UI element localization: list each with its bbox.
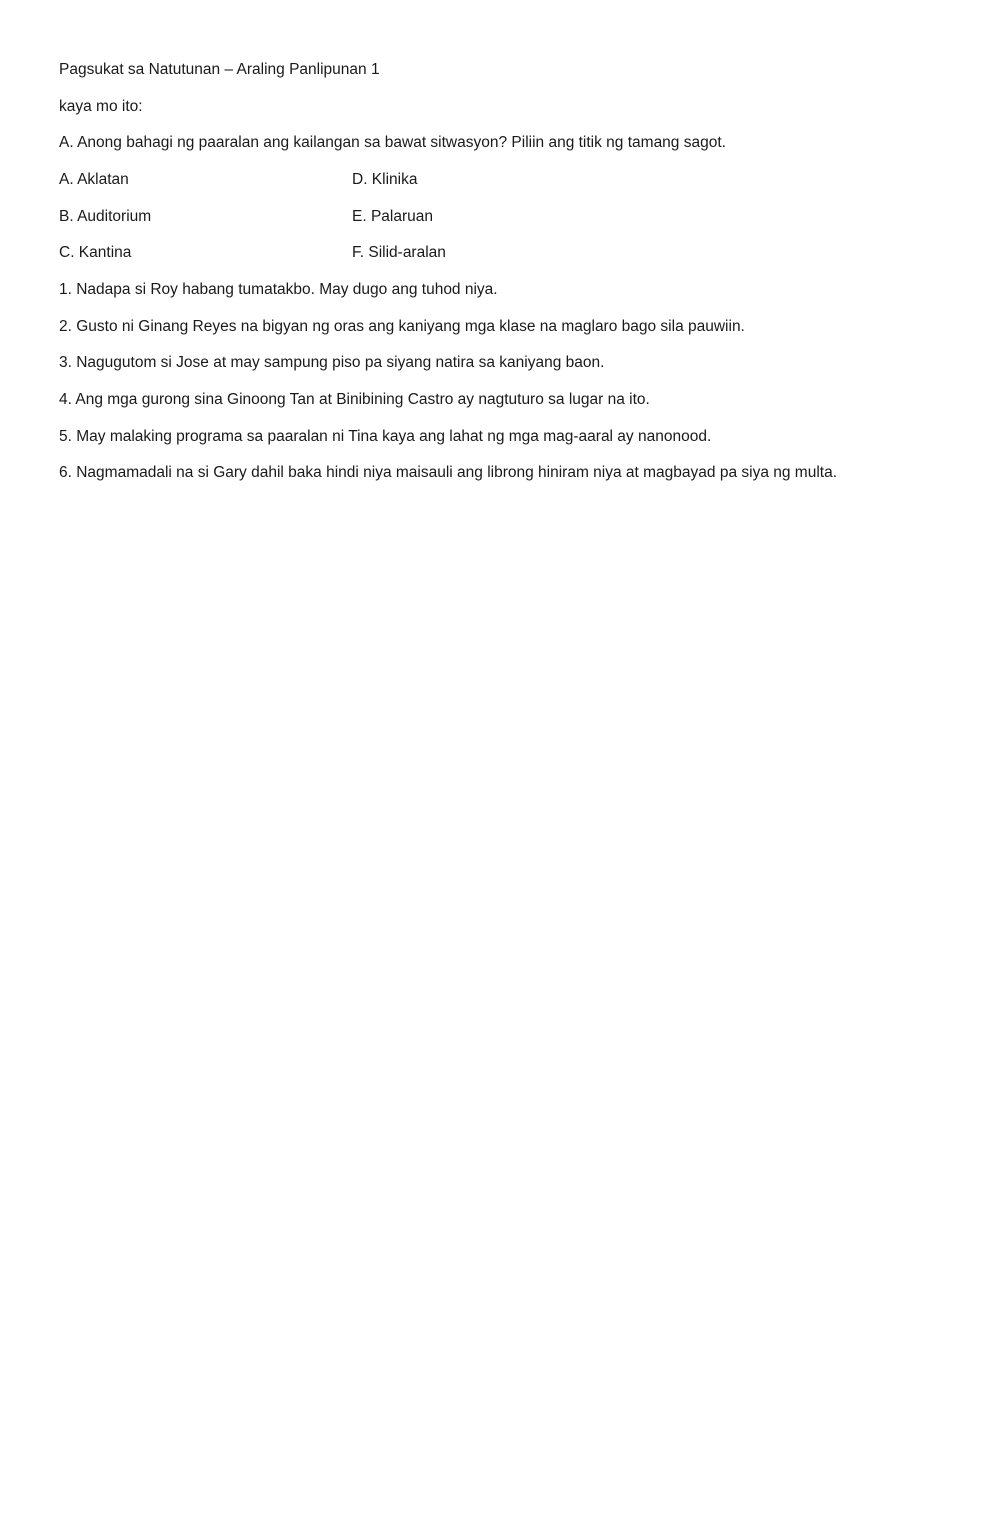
choice-item: F. Silid-aralan xyxy=(352,244,446,261)
question-item: 4. Ang mga gurong sina Ginoong Tan at Binibining Castro ay nagtuturo sa lugar na ito. xyxy=(59,391,650,408)
question-item: 3. Nagugutom si Jose at may sampung piso pa siyang natira sa kaniyang baon. xyxy=(59,354,605,371)
question-item: 6. Nagmamadali na si Gary dahil baka hindi niya maisauli ang librong hiniram niya at magbayad pa siya ng multa. xyxy=(59,464,838,481)
question-item: 5. May malaking programa sa paaralan ni Tina kaya ang lahat ng mga mag-aaral ay nanonood. xyxy=(59,428,712,445)
choice-item: A. Aklatan xyxy=(59,171,129,188)
instruction-text: A. Anong bahagi ng paaralan ang kailangan sa bawat sitwasyon? Piliin ang titik ng tamang sagot. xyxy=(59,134,726,151)
choice-item: E. Palaruan xyxy=(352,208,433,225)
choice-item: D. Klinika xyxy=(352,171,418,188)
choice-item: B. Auditorium xyxy=(59,208,152,225)
question-item: 2. Gusto ni Ginang Reyes na bigyan ng oras ang kaniyang mga klase na maglaro bago sila pauwiin. xyxy=(59,318,745,335)
document-title: Pagsukat sa Natutunan – Araling Panlipunan 1 xyxy=(59,61,380,78)
question-item: 1. Nadapa si Roy habang tumatakbo. May dugo ang tuhod niya. xyxy=(59,281,498,298)
choice-item: C. Kantina xyxy=(59,244,132,261)
document-subtitle: kaya mo ito: xyxy=(59,98,143,115)
